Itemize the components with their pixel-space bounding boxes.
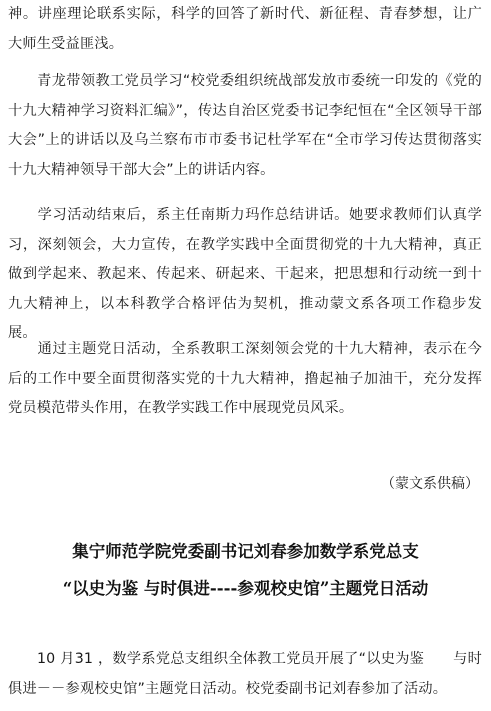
article-paragraph: 学习活动结束后，系主任南斯力玛作总结讲话。她要求教师们认真学习，深刻领会，大力宣传，在教学实践中全面贯彻党的十九大精神，真正做到学起来、教起来、传起来、研起来、干起来，把思想和行动统一到十九大精神上，以本科教学合格评估为契机，推动蒙文系各项工作稳步发展。 (8, 207, 482, 342)
article-paragraph: 神。讲座理论联系实际，科学的回答了新时代、新征程、青春梦想，让广大师生受益匪浅。 (8, 6, 482, 52)
article-paragraph: 青龙带领教工党员学习“校党委组织统战部发放市委统一印发的《党的十九大精神学习资料汇编》”，传达自治区党委书记李纪恒在“全区领导干部大会”上的讲话以及乌兰察布市市委书记杜学军在“全市学习传达贯彻落实十九大精神领导干部大会”上的讲话内容。 (8, 73, 482, 178)
article-paragraph: 通过主题党日活动，全系教职工深刻领会党的十九大精神，表示在今后的工作中要全面贯彻落实党的十九大精神，撸起袖子加油干，充分发挥党员模范带头作用，在教学实践工作中展现党员风采。 (8, 341, 482, 417)
article-attribution: （蒙文系供稿） (381, 476, 479, 492)
next-article-title-line-1: 集宁师范学院党委副书记刘春参加数学系党总支 (72, 542, 419, 561)
next-article-title-line-2: “以史为鉴 与时俱进----参观校史馆”主题党日活动 (62, 579, 429, 598)
next-article-paragraph: 10 月31 ，数学系党总支组织全体教工党员开展了“以史为鉴 与时俱进－－参观校史馆”主题党日活动。校党委副书记刘春参加了活动。 (8, 651, 482, 697)
